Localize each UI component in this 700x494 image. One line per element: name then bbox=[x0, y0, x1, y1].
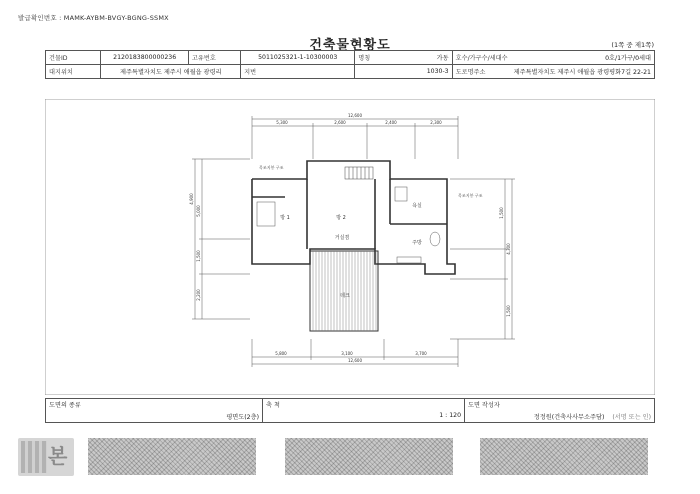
footer-row bbox=[46, 399, 655, 423]
building-name-value: 가동 bbox=[386, 51, 452, 65]
lot-number-label: 지번 bbox=[241, 65, 355, 79]
dim-bottom-2: 3,100 bbox=[341, 351, 353, 356]
unique-no-label: 고유번호 bbox=[188, 51, 240, 65]
dim-top-total: 12,600 bbox=[348, 113, 362, 118]
info-row-2 bbox=[46, 65, 655, 79]
security-pattern-2 bbox=[285, 438, 453, 475]
dim-right-1: 1,500 bbox=[499, 207, 504, 219]
road-address-value: 제주특별자치도 제주시 애월읍 광령평화7길 22-21 bbox=[511, 65, 655, 79]
drawing-type-value: 평면도(2층) bbox=[226, 414, 259, 421]
dim-top-1: 5,300 bbox=[276, 120, 288, 125]
units-value: 0호/1가구/0세대 bbox=[511, 51, 655, 65]
dim-top-4: 2,300 bbox=[430, 120, 442, 125]
drawing-note-2: 목조지붕 구조 bbox=[458, 193, 483, 198]
scale-value: 1 : 120 bbox=[439, 412, 461, 419]
building-id-label: 건물ID bbox=[46, 51, 101, 65]
page-count: (1쪽 중 제1쪽) bbox=[611, 41, 654, 49]
road-address-label: 도로명주소 bbox=[452, 65, 511, 79]
author-label: 도면 작성자 bbox=[468, 402, 500, 409]
room-label-2: 방 2 bbox=[336, 215, 346, 221]
dim-right-3: 1,500 bbox=[506, 305, 511, 317]
author-note: (서명 또는 인) bbox=[612, 414, 651, 421]
lot-number-value: 1030-3 bbox=[355, 65, 452, 79]
issue-number: 발급확인번호 : MAMK-AYBM-BVGY-BGNG-SSMX bbox=[18, 14, 169, 22]
dim-top-2: 2,600 bbox=[334, 120, 346, 125]
author-value: 정정원(건축사사무소주담) bbox=[533, 414, 605, 421]
dim-left-1: 4,900 bbox=[189, 193, 194, 205]
units-label: 호수/가구수/세대수 bbox=[452, 51, 511, 65]
room-label-1: 방 1 bbox=[280, 215, 290, 221]
dim-left-2: 5,000 bbox=[196, 205, 201, 217]
security-pattern-1 bbox=[88, 438, 256, 475]
footer-table bbox=[45, 398, 655, 423]
dim-right-2: 4,300 bbox=[506, 243, 511, 255]
dim-left-4: 2,200 bbox=[196, 289, 201, 301]
building-id-value: 2120183800000236 bbox=[101, 51, 188, 65]
info-table bbox=[45, 50, 655, 79]
drawing-note-1: 목조지붕 구조 bbox=[259, 165, 284, 170]
scale-label: 축 척 bbox=[266, 402, 280, 409]
floor-plan-drawing bbox=[45, 99, 655, 395]
dim-bottom-1: 5,800 bbox=[275, 351, 287, 356]
location-label: 대지위치 bbox=[46, 65, 101, 79]
room-label-kitchen: 주방 bbox=[412, 240, 422, 246]
seal-text: 본 bbox=[48, 444, 68, 468]
unique-no-value: 5011025321-1-10300003 bbox=[241, 51, 355, 65]
dim-top-3: 2,400 bbox=[385, 120, 397, 125]
security-pattern-3 bbox=[480, 438, 648, 475]
dim-bottom-3: 3,700 bbox=[415, 351, 427, 356]
room-label-living: 거실겸 bbox=[334, 235, 350, 241]
drawing-type-label: 도면의 종류 bbox=[49, 402, 81, 409]
location-value: 제주특별자치도 제주시 애월읍 광령리 bbox=[101, 65, 241, 79]
building-name-label: 명칭 bbox=[355, 51, 386, 65]
document-title: 건축물현황도 bbox=[309, 38, 391, 53]
room-label-deck: 데크 bbox=[340, 293, 350, 299]
room-label-bath: 욕실 bbox=[412, 203, 422, 209]
seal-pattern bbox=[21, 441, 47, 473]
info-row-1 bbox=[46, 51, 655, 65]
dim-bottom-total: 12,600 bbox=[348, 358, 362, 363]
dim-left-3: 1,500 bbox=[196, 250, 201, 262]
